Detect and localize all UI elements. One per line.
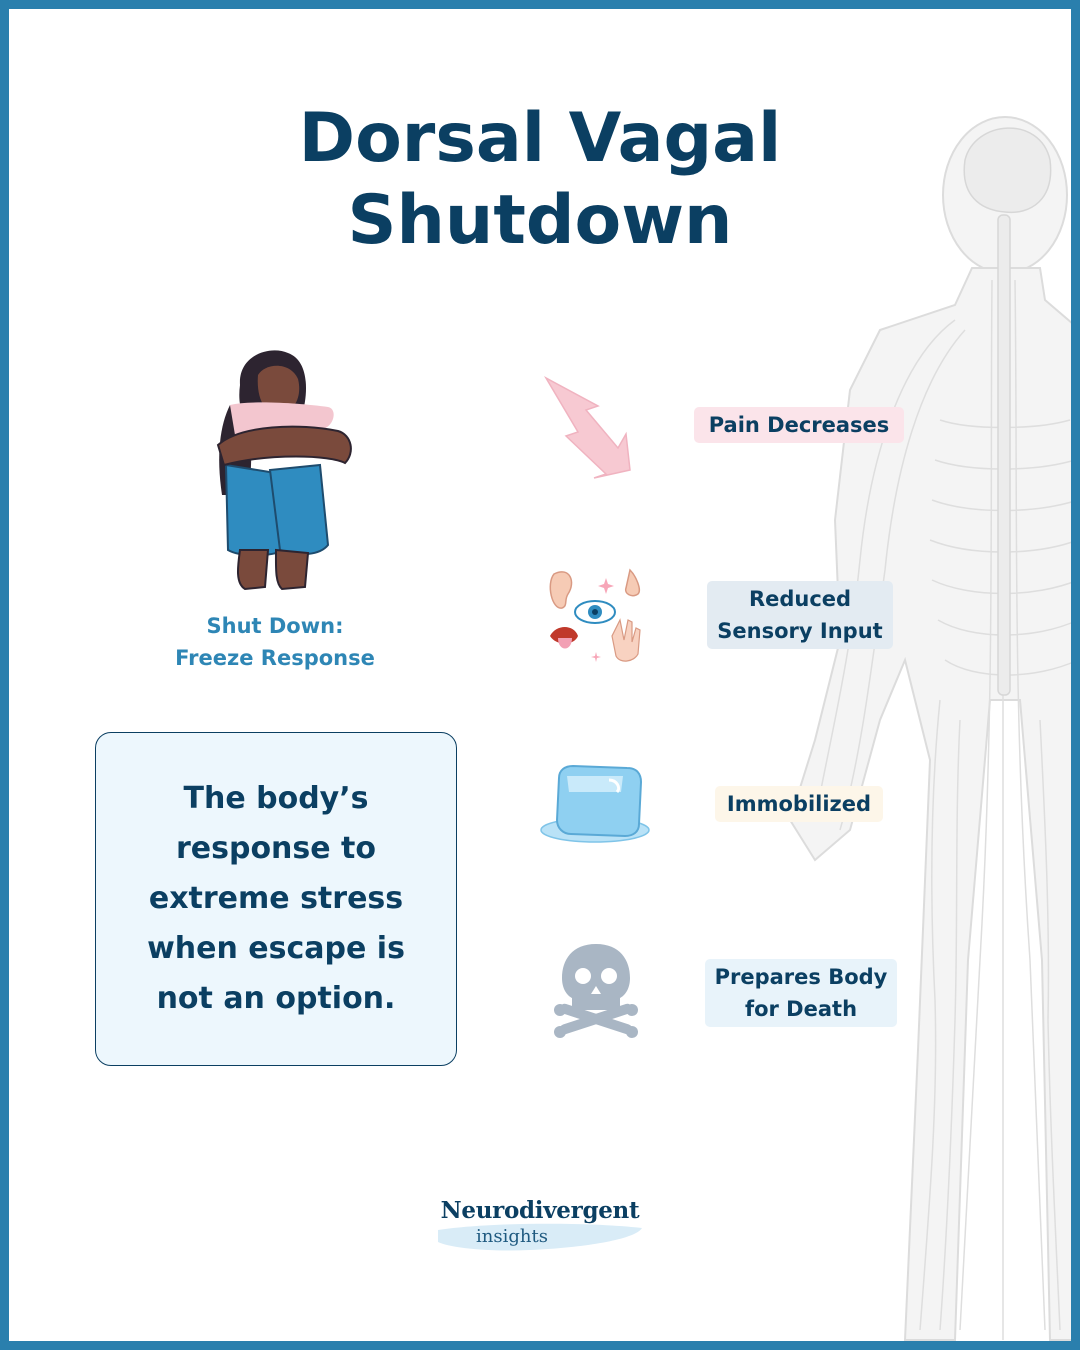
logo-main-text: Neurodivergent (440, 1197, 640, 1224)
brand-logo (430, 1194, 650, 1256)
effect-label-immobilized (715, 786, 883, 822)
page-title (140, 98, 940, 262)
title-line-2: Shutdown (347, 181, 733, 260)
effect-label-sensory (707, 581, 893, 649)
effect-label-line: Immobilized (726, 792, 872, 816)
freeze-response-caption (140, 610, 410, 674)
effect-label-line: Reduced (748, 587, 852, 611)
person-hugging-knees-illustration (210, 345, 360, 595)
effect-label-pain (694, 407, 904, 443)
caption-line-2: Freeze Response (175, 646, 375, 670)
effect-label-death (705, 959, 897, 1027)
caption-line-1: Shut Down: (206, 614, 344, 638)
title-line-1: Dorsal Vagal (298, 99, 782, 178)
downward-lightning-arrow-icon (540, 372, 640, 502)
description-box (95, 732, 457, 1066)
effect-label-line: Prepares Body (714, 965, 888, 989)
skull-crossbones-icon (550, 940, 642, 1042)
logo-sub-text: insights (476, 1226, 548, 1247)
effect-label-line: for Death (744, 997, 858, 1021)
description-text: The body’s response to extreme stress when escape is not an option. (147, 781, 405, 1016)
effect-label-line: Sensory Input (717, 619, 883, 643)
melting-ice-cube-icon (537, 762, 655, 848)
five-senses-icon (540, 560, 650, 670)
effect-label-line: Pain Decreases (708, 413, 890, 437)
